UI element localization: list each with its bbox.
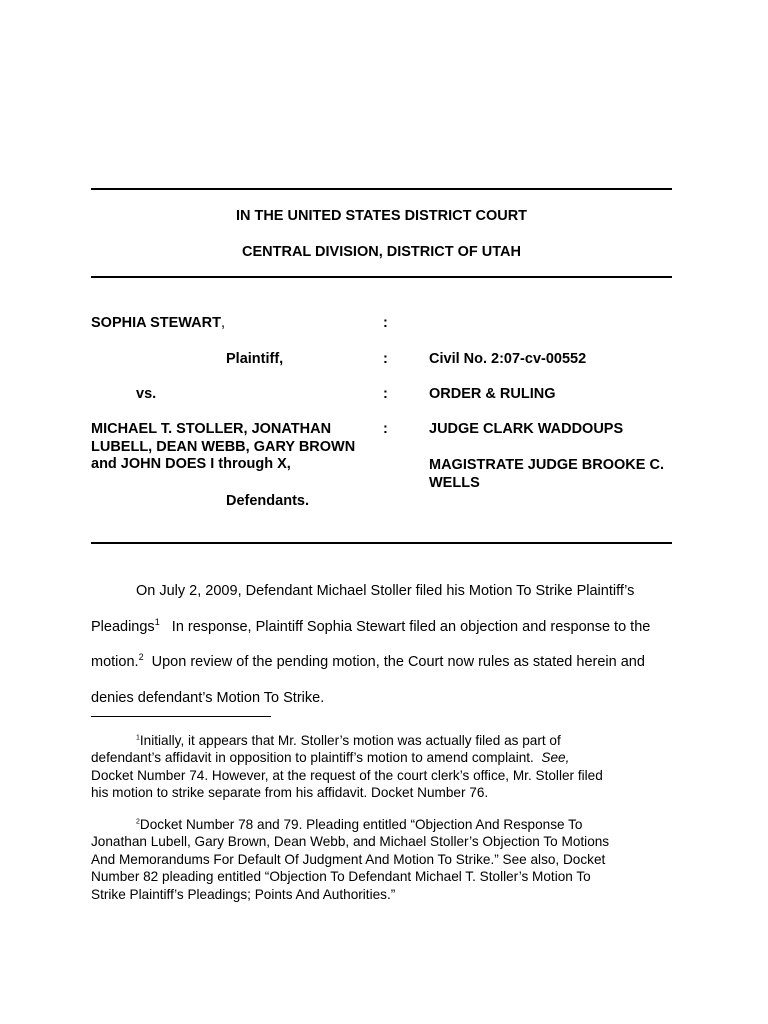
footnote-signal: See, [541,750,570,766]
footnote-text: Docket Number 78 and 79. Pleading entitled “Objection And Response To [139,817,583,832]
footnote-line: his motion to strike separate from his affidavit. Docket Number 76. [91,785,489,801]
versus-label: vs. [136,386,157,402]
body-text-run: In response, Plaintiff Sophia Stewart filed an objection and response to the [159,618,651,635]
plaintiff-role: Plaintiff, [226,351,284,367]
footnote-1 [91,732,677,802]
caption-separator: : [383,421,388,437]
defendants-role: Defendants. [226,493,309,509]
civil-case-number: Civil No. 2:07-cv-00552 [429,351,587,367]
defendants-line: LUBELL, DEAN WEBB, GARY BROWN [91,438,356,455]
footnote-line: And Memorandums For Default Of Judgment And Motion To Strike.” See also, Docket [91,851,606,867]
document-title: ORDER & RULING [429,386,556,402]
caption-separator: : [383,386,388,402]
judge-name: JUDGE CLARK WADDOUPS [429,421,624,437]
caption-separator: : [383,315,388,331]
body-paragraph [91,574,677,716]
footnote-text: Initially, it appears that Mr. Stoller’s motion was actually filed as part of [139,733,561,748]
defendants-names [91,421,376,474]
body-line [91,645,677,681]
footnote-line [91,749,677,766]
magistrate-judge-name [429,457,681,492]
footnote-line [91,816,677,833]
magistrate-line: WELLS [429,474,480,491]
plaintiff-name-text: SOPHIA STEWART [91,315,221,331]
defendants-line: and JOHN DOES I through X, [91,456,291,472]
footnote-mark: 1 [136,734,140,742]
body-line: On July 2, 2009, Defendant Michael Stoller filed his Motion To Strike Plaintiff’s [136,583,635,599]
footnote-text: defendant’s affidavit in opposition to plaintiff’s motion to amend complaint. [91,750,542,766]
footnote-reference[interactable]: 1 [154,616,160,627]
court-name: IN THE UNITED STATES DISTRICT COURT [235,208,528,224]
header-bottom-rule [91,276,672,278]
footnote-2 [91,816,677,903]
footnote-mark: 2 [136,818,140,826]
defendants-line: MICHAEL T. STOLLER, JONATHAN [91,421,332,437]
footnote-separator [91,716,271,717]
body-line: denies defendant’s Motion To Strike. [91,689,325,706]
top-rule [91,188,672,190]
footnote-line: Jonathan Lubell, Gary Brown, Dean Webb, and Michael Stoller’s Objection To Motions [91,834,610,850]
footnote-line: Number 82 pleading entitled “Objection To Defendant Michael T. Stoller’s Motion To [91,869,591,885]
court-division: CENTRAL DIVISION, DISTRICT OF UTAH [242,244,521,260]
caption-separator: : [383,351,388,367]
body-line [91,610,677,646]
caption-bottom-rule [91,542,672,544]
plaintiff-name [91,315,225,333]
plaintiff-name-comma: , [220,315,226,331]
body-text-run: Pleadings [91,618,155,635]
footnote-line: Strike Plaintiff’s Pleadings; Points And Authorities.” [91,886,396,902]
footnote-line [91,732,677,749]
footnote-line: Docket Number 74. However, at the request of the court clerk’s office, Mr. Stoller filed [91,767,603,783]
body-text-run: Upon review of the pending motion, the Court now rules as stated herein and [143,654,645,670]
body-text-run: motion. [91,654,139,670]
footnote-reference[interactable]: 2 [138,652,144,663]
magistrate-line: MAGISTRATE JUDGE BROOKE C. [429,457,664,473]
